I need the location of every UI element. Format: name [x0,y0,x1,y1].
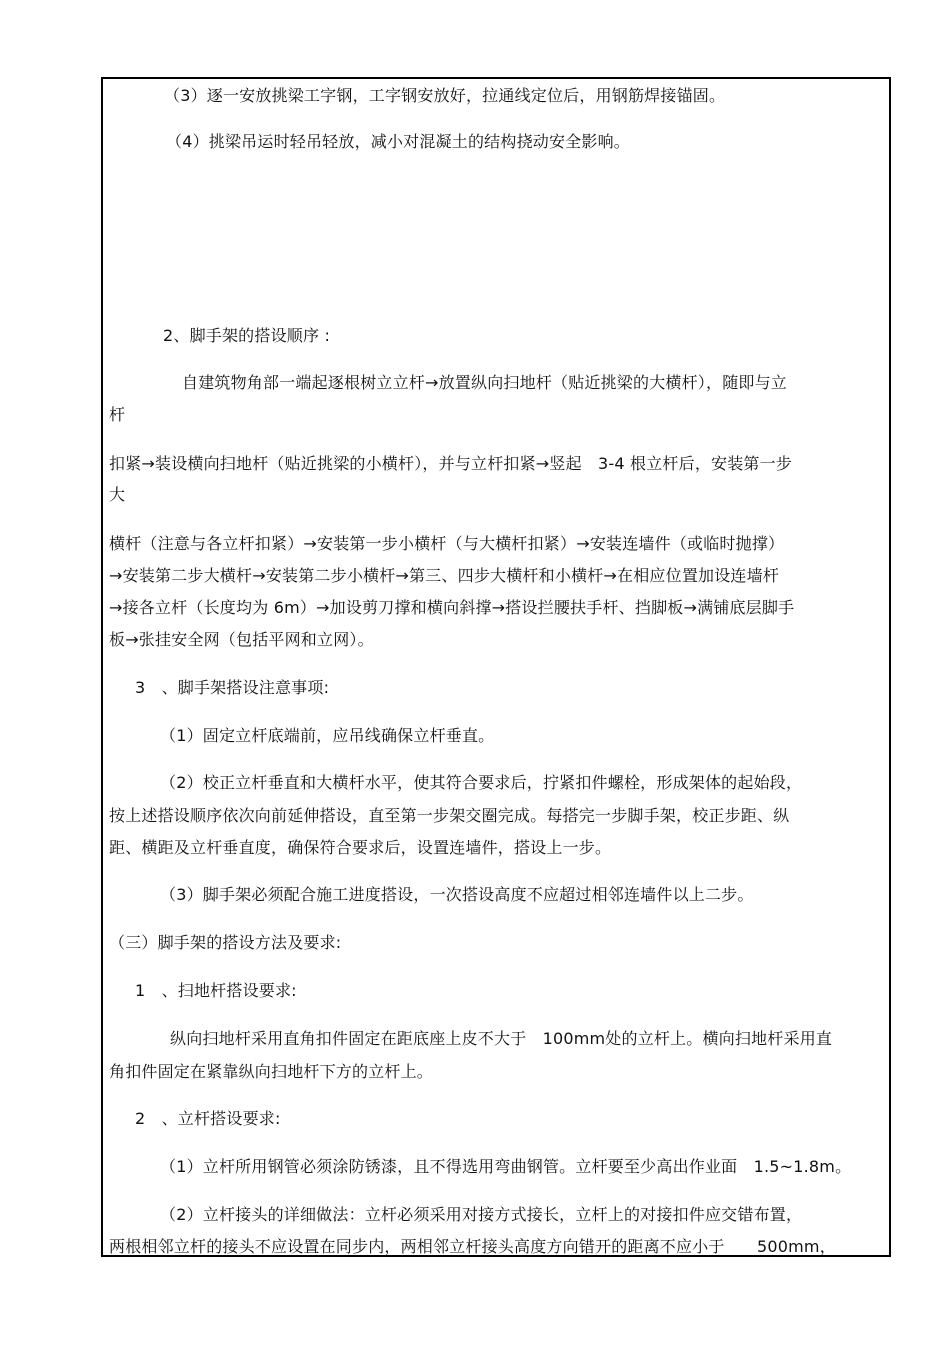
text-line: 杆 [109,405,126,424]
text-line: （3）脚手架必须配合施工进度搭设，一次搭设高度不应超过相邻连墙件以上二步。 [160,885,754,904]
text-line: （4）挑梁吊运时轻吊轻放，减小对混凝土的结构挠动安全影响。 [166,132,630,151]
text-line: 两根相邻立杆的接头不应设置在同步内，两相邻立杆接头高度方向错开的距离不应小于 500mm， [109,1237,836,1256]
text-line: 纵向扫地杆采用直角扣件固定在距底座上皮不大于 100mm处的立杆上。横向扫地杆采用直 [170,1029,833,1048]
text-line: 自建筑物角部一端起逐根树立立杆→放置纵向扫地杆（贴近挑梁的大横杆），随即与立 [182,373,788,392]
text-line: 按上述搭设顺序依次向前延伸搭设，直至第一步架交圈完成。每搭完一步脚手架，校正步距、纵 [109,806,790,825]
text-line: （1）固定立杆底端前，应吊线确保立杆垂直。 [160,726,495,745]
text-line: （2）立杆接头的详细做法：立杆必须采用对接方式接长，立杆上的对接扣件应交错布置， [160,1205,803,1224]
section-heading: 3 、脚手架搭设注意事项: [135,678,330,697]
section-heading: 2 、立杆搭设要求: [135,1109,281,1128]
text-line: 横杆（注意与各立杆扣紧）→安装第一步小横杆（与大横杆扣紧）→安装连墙件（或临时抛撑） [109,534,785,553]
text-line: →安装第二步大横杆→安装第二步小横杆→第三、四步大横杆和小横杆→在相应位置加设连墙杆 [109,566,780,585]
section-heading: 2、脚手架的搭设顺序 : [163,326,331,345]
section-heading: （三）脚手架的搭设方法及要求: [109,933,342,952]
text-line: 板→张挂安全网（包括平网和立网）。 [109,630,374,649]
text-line: 角扣件固定在紧靠纵向扫地杆下方的立杆上。 [109,1062,434,1081]
text-line: （2）校正立杆垂直和大横杆水平，使其符合要求后，拧紧扣件螺栓，形成架体的起始段， [160,773,803,792]
text-line: 距、横距及立杆垂直度，确保符合要求后，设置连墙件，搭设上一步。 [109,838,612,857]
text-line: （1）立杆所用钢管必须涂防锈漆，且不得选用弯曲钢管。立杆要至少高出作业面 1.5~1.8m。 [160,1157,852,1176]
text-line: 扣紧→装设横向扫地杆（贴近挑梁的小横杆），并与立杆扣紧→竖起 3-4 根立杆后，安装第一步 [109,454,793,473]
text-line: （3）逐一安放挑梁工字钢，工字钢安放好，拉通线定位后，用钢筋焊接锚固。 [164,86,726,105]
text-line: 大 [109,485,126,504]
text-line: →接各立杆（长度均为 6m）→加设剪刀撑和横向斜撑→搭设拦腰扶手杆、挡脚板→满铺底层脚手 [109,598,795,617]
section-heading: 1 、扫地杆搭设要求: [135,981,297,1000]
